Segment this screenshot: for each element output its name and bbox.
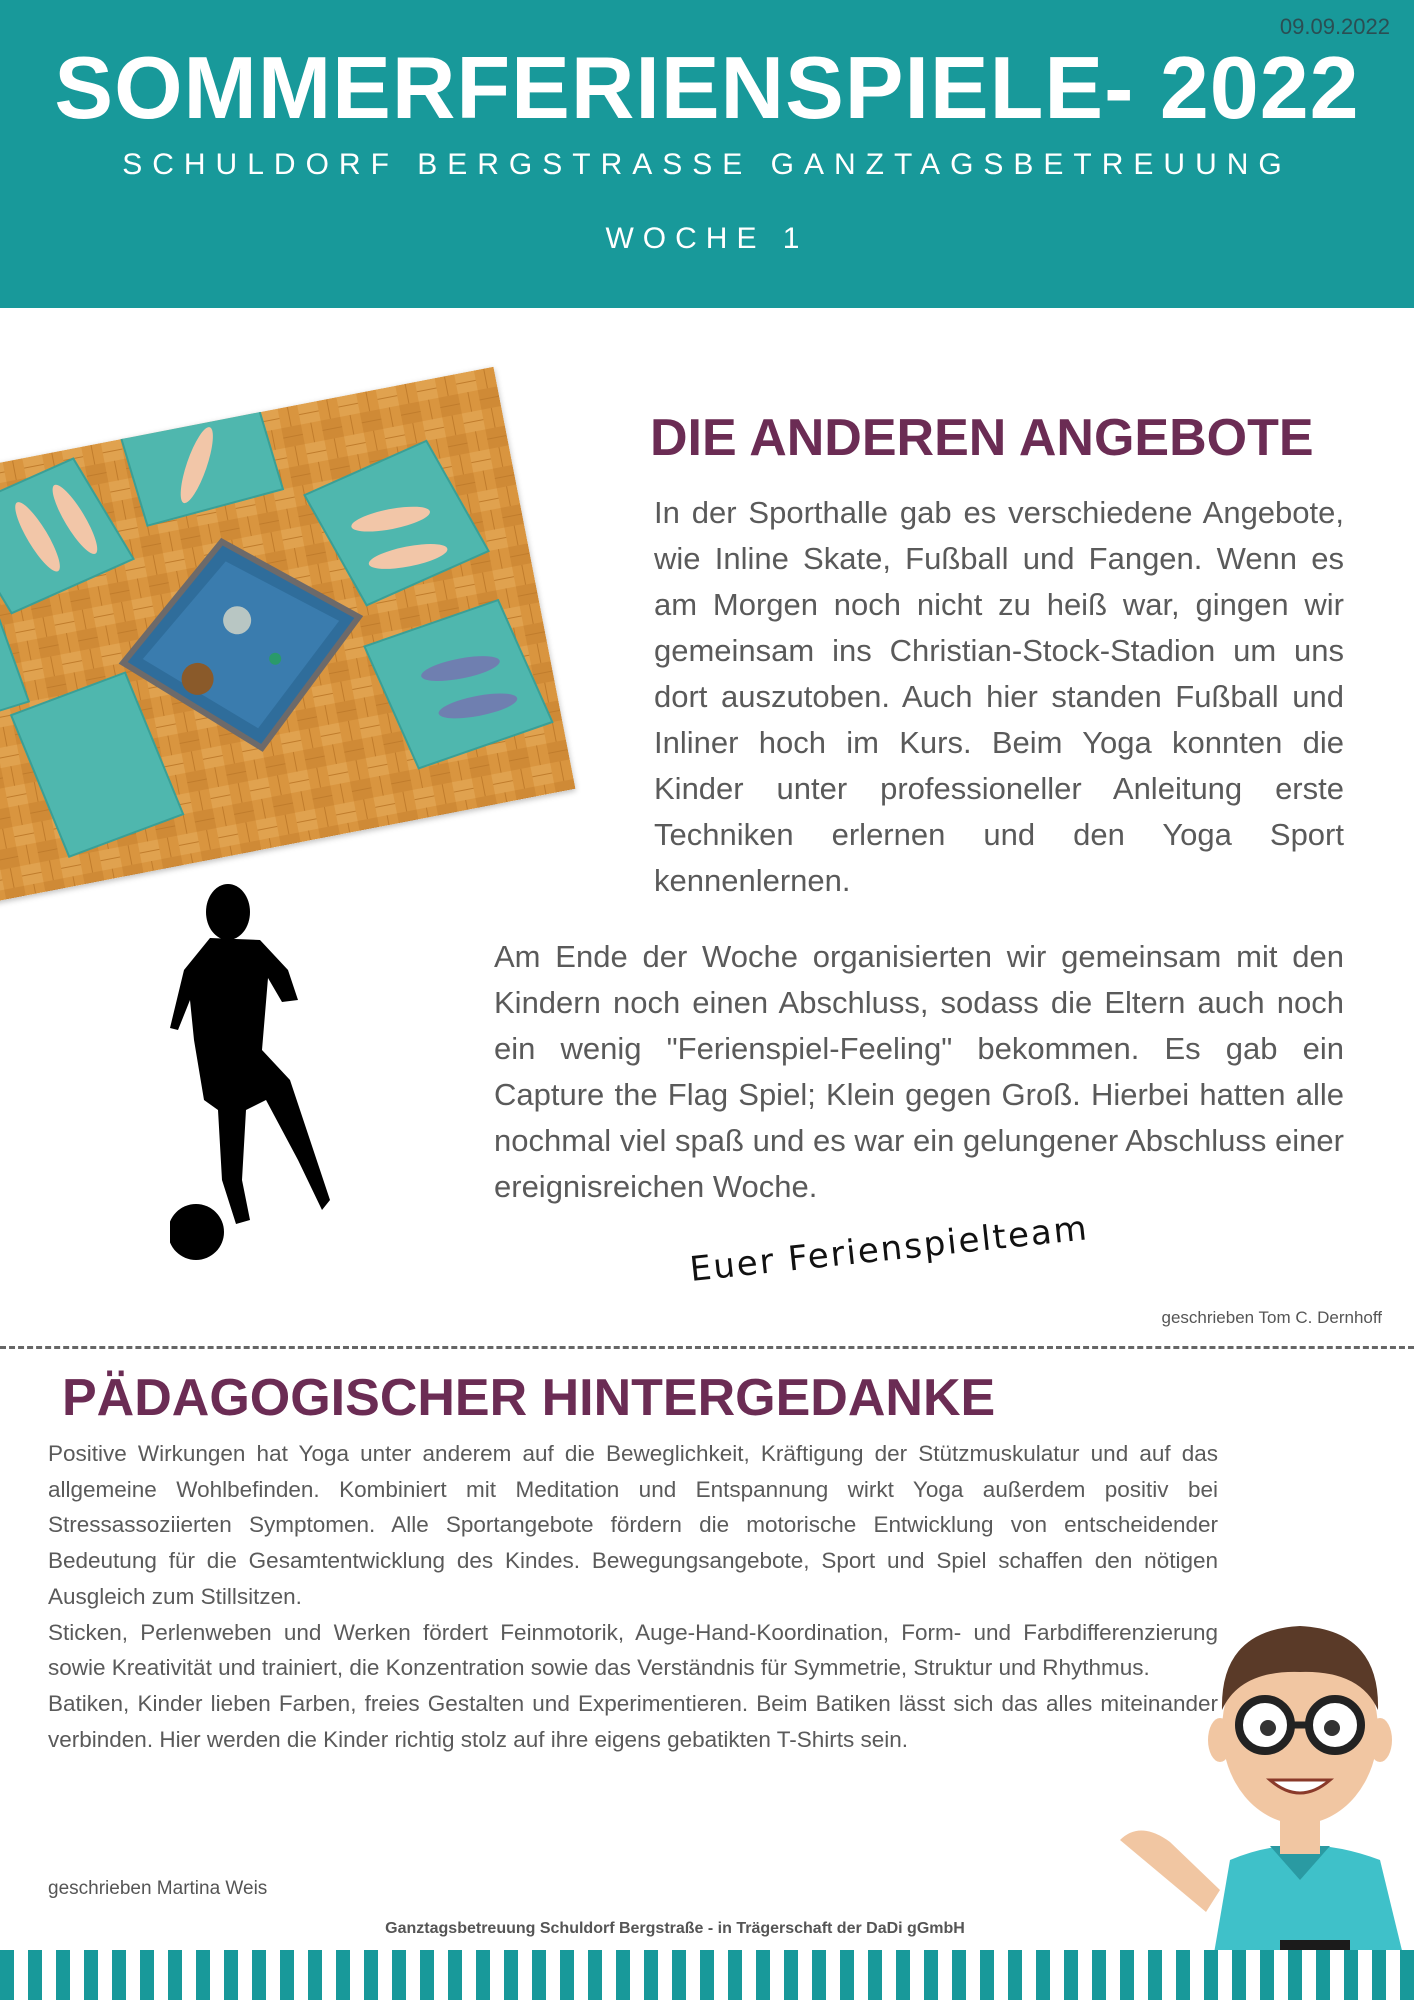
paedagogik-paragraph: Batiken, Kinder lieben Farben, freies Gestalten und Experimentieren. Beim Batiken lässt sich das alles miteinander verbinden. Hier werden die Kinder richtig stolz auf ihre eigens gebatikten T-Shirts sein. xyxy=(48,1690,1218,1752)
section-divider xyxy=(0,1346,1414,1349)
page-subtitle: SCHULDORF BERGSTRASSE GANZTAGSBETREUUNG xyxy=(122,148,1292,181)
soccer-player-silhouette xyxy=(170,880,430,1280)
section-title-angebote: DIE ANDEREN ANGEBOTE xyxy=(650,409,1314,467)
footer-stripes xyxy=(0,1950,1414,2000)
yoga-photo xyxy=(0,367,576,904)
paedagogik-text xyxy=(48,1436,1218,1757)
paedagogik-paragraph: Positive Wirkungen hat Yoga unter anderem auf die Beweglichkeit, Kräftigung der Stützmuskulatur und auf das allgemeine Wohlbefinden. Kombiniert mit Meditation und Entspannung wirkt Yoga außerdem positiv bei Stressassoziierten Symptomen. Alle Sportangebote fördern die motorische Entwicklung von entscheidender Bedeutung für die Gesamtentwicklung des Kindes. Bewegungsangebote, Sport und Spiel schaffen den nötigen Ausgleich zum Stillsitzen. xyxy=(48,1441,1218,1609)
team-signature: Euer Ferienspielteam xyxy=(687,1208,1091,1290)
page-title: SOMMERFERIENSPIELE- 2022 xyxy=(54,38,1360,137)
footer-text: Ganztagsbetreuung Schuldorf Bergstraße - in Trägerschaft der DaDi gGmbH xyxy=(385,1920,965,1937)
paedagogik-paragraph: Sticken, Perlenweben und Werken fördert Feinmotorik, Auge-Hand-Koordination, Form- und Farbdifferenzierung sowie Kreativität und trainiert, die Konzentration sowie das Verständnis für Symmetrie, Struktur und Rhythmus. xyxy=(48,1619,1218,1681)
section-title-paedagogik: PÄDAGOGISCHER HINTERGEDANKE xyxy=(62,1369,996,1427)
date-label: 09.09.2022 xyxy=(1279,14,1390,39)
angebote-paragraph-1: In der Sporthalle gab es verschiedene Angebote, wie Inline Skate, Fußball und Fangen. Wenn es am Morgen noch nicht zu heiß war, gingen wir gemeinsam ins Christian-Stock-Stadion um uns dort auszutoben. Auch hier standen Fußball und Inliner hoch im Kurs. Beim Yoga konnten die Kinder unter professioneller Anleitung erste Techniken erlernen und den Yoga Sport kennenlernen. xyxy=(654,495,1344,898)
week-label: WOCHE 1 xyxy=(605,222,809,255)
author-credit-2: geschrieben Martina Weis xyxy=(48,1878,268,1899)
author-credit-1: geschrieben Tom C. Dernhoff xyxy=(1161,1308,1382,1327)
angebote-paragraph-2: Am Ende der Woche organisierten wir gemeinsam mit den Kindern noch einen Abschluss, sodass die Eltern auch noch ein wenig "Ferienspiel-Feeling" bekommen. Es gab ein Capture the Flag Spiel; Klein gegen Groß. Hierbei hatten alle nochmal viel spaß und es war ein gelungener Abschluss einer ereignisreichen Woche. xyxy=(494,939,1344,1204)
